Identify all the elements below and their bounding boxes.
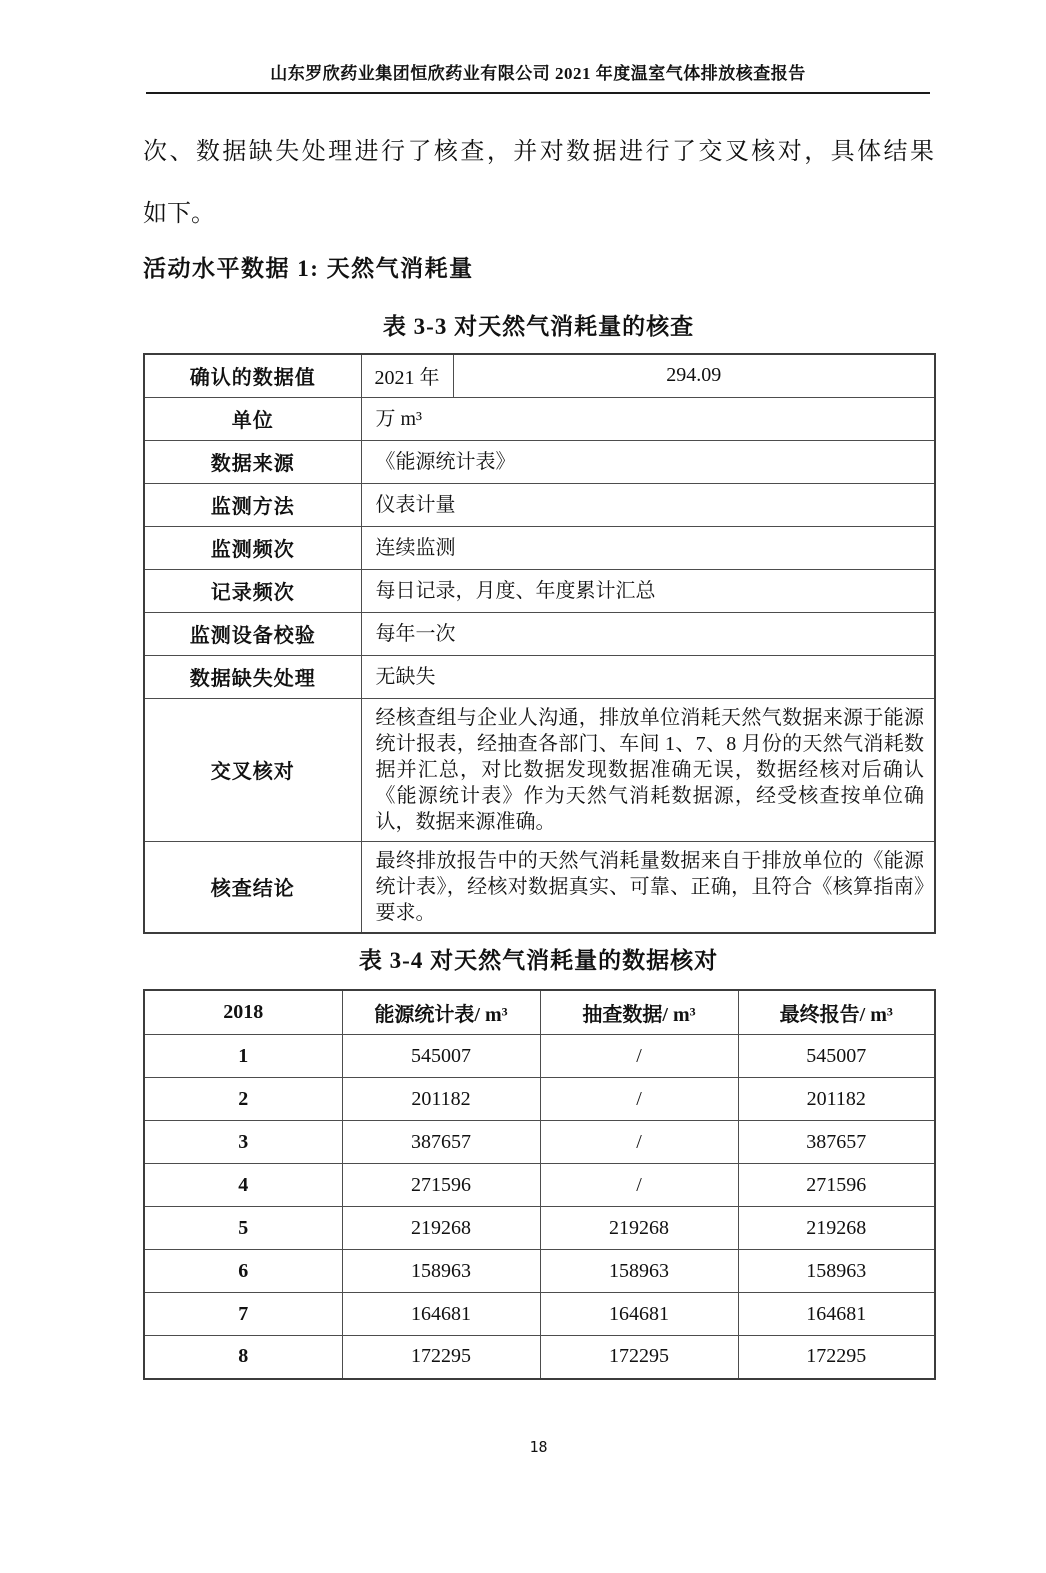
data-cell: 172295 <box>540 1336 738 1379</box>
table-row <box>144 440 935 483</box>
table-row <box>144 1293 935 1336</box>
table-row <box>144 483 935 526</box>
report-header-title: 山东罗欣药业集团恒欣药业有限公司 2021 年度温室气体排放核查报告 <box>270 64 806 83</box>
row-label-cell: 记录频次 <box>144 569 361 612</box>
row-label-cell: 数据缺失处理 <box>144 655 361 698</box>
table-row <box>144 569 935 612</box>
header-cell: 2018 <box>144 990 342 1035</box>
section-heading: 活动水平数据 1: 天然气消耗量 <box>143 256 474 281</box>
data-cell: 158963 <box>342 1250 540 1293</box>
value-cell: 每年一次 <box>361 612 935 655</box>
page-content <box>143 121 934 1456</box>
table-row <box>144 526 935 569</box>
table-row <box>144 1078 935 1121</box>
document-page <box>0 63 1046 1573</box>
row-number-cell: 2 <box>144 1078 342 1121</box>
row-label-cell: 数据来源 <box>144 440 361 483</box>
row-number-cell: 1 <box>144 1035 342 1078</box>
table-row <box>144 354 935 397</box>
year-cell: 2021 年 <box>361 354 453 397</box>
data-cell: 172295 <box>738 1336 935 1379</box>
data-cell: / <box>540 1035 738 1078</box>
value-cell: 万 m³ <box>361 397 935 440</box>
table-3-3 <box>143 353 936 934</box>
row-number-cell: 7 <box>144 1293 342 1336</box>
body-paragraph-line: 次、数据缺失处理进行了核查，并对数据进行了交叉核对，具体结果 <box>143 139 934 165</box>
table-row <box>144 1121 935 1164</box>
table-row <box>144 655 935 698</box>
data-cell: 158963 <box>738 1250 935 1293</box>
data-cell: 219268 <box>540 1207 738 1250</box>
data-cell: 271596 <box>738 1164 935 1207</box>
table-row <box>144 397 935 440</box>
page-number: 18 <box>529 1437 548 1456</box>
data-cell: 164681 <box>738 1293 935 1336</box>
table-row <box>144 1336 935 1379</box>
header-cell: 抽查数据/ m³ <box>540 990 738 1035</box>
data-cell: / <box>540 1121 738 1164</box>
data-cell: 545007 <box>342 1035 540 1078</box>
row-label-cell: 监测方法 <box>144 483 361 526</box>
row-label-cell: 监测设备校验 <box>144 612 361 655</box>
data-cell: 172295 <box>342 1336 540 1379</box>
value-cell: 无缺失 <box>361 655 935 698</box>
row-number-cell: 5 <box>144 1207 342 1250</box>
row-number-cell: 3 <box>144 1121 342 1164</box>
value-cell: 连续监测 <box>361 526 935 569</box>
data-cell: 164681 <box>342 1293 540 1336</box>
table-row <box>144 1207 935 1250</box>
value-cell: 《能源统计表》 <box>361 440 935 483</box>
data-cell: 164681 <box>540 1293 738 1336</box>
value-cell: 294.09 <box>453 354 935 397</box>
data-cell: / <box>540 1164 738 1207</box>
row-label-cell: 核查结论 <box>144 841 361 933</box>
table-3-4-caption: 表 3-4 对天然气消耗量的数据核对 <box>358 947 719 973</box>
data-cell: 387657 <box>738 1121 935 1164</box>
page-header <box>146 63 930 94</box>
value-cell: 最终排放报告中的天然气消耗量数据来自于排放单位的《能源统计表》，经核对数据真实、可靠、正确，且符合《核算指南》要求。 <box>361 841 935 933</box>
table-row <box>144 841 935 933</box>
data-cell: 545007 <box>738 1035 935 1078</box>
row-number-cell: 4 <box>144 1164 342 1207</box>
data-cell: 387657 <box>342 1121 540 1164</box>
row-number-cell: 6 <box>144 1250 342 1293</box>
row-label-cell: 监测频次 <box>144 526 361 569</box>
data-cell: 201182 <box>342 1078 540 1121</box>
body-paragraph-line: 如下。 <box>143 201 215 227</box>
header-cell: 最终报告/ m³ <box>738 990 935 1035</box>
data-cell: 201182 <box>738 1078 935 1121</box>
table-row <box>144 612 935 655</box>
data-cell: 271596 <box>342 1164 540 1207</box>
data-cell: 219268 <box>342 1207 540 1250</box>
body-paragraph <box>143 121 934 245</box>
value-cell: 经核查组与企业人沟通，排放单位消耗天然气数据来源于能源统计报表，经抽查各部门、车间 1、7、8 月份的天然气消耗数据并汇总，对比数据发现数据准确无误，数据经核对后确认《能源统计表》作为天然气消耗数据源，经受核查按单位确认，数据来源准确。 <box>361 698 935 841</box>
table-row <box>144 1035 935 1078</box>
data-cell: / <box>540 1078 738 1121</box>
table-row <box>144 698 935 841</box>
table-header-row <box>144 990 935 1035</box>
row-label-cell: 单位 <box>144 397 361 440</box>
value-cell: 每日记录，月度、年度累计汇总 <box>361 569 935 612</box>
value-cell: 仪表计量 <box>361 483 935 526</box>
header-cell: 能源统计表/ m³ <box>342 990 540 1035</box>
table-3-3-caption: 表 3-3 对天然气消耗量的核查 <box>382 314 695 339</box>
row-label-cell: 确认的数据值 <box>144 354 361 397</box>
data-cell: 158963 <box>540 1250 738 1293</box>
row-number-cell: 8 <box>144 1336 342 1379</box>
row-label-cell: 交叉核对 <box>144 698 361 841</box>
table-3-4 <box>143 989 936 1380</box>
data-cell: 219268 <box>738 1207 935 1250</box>
table-row <box>144 1250 935 1293</box>
table-row <box>144 1164 935 1207</box>
